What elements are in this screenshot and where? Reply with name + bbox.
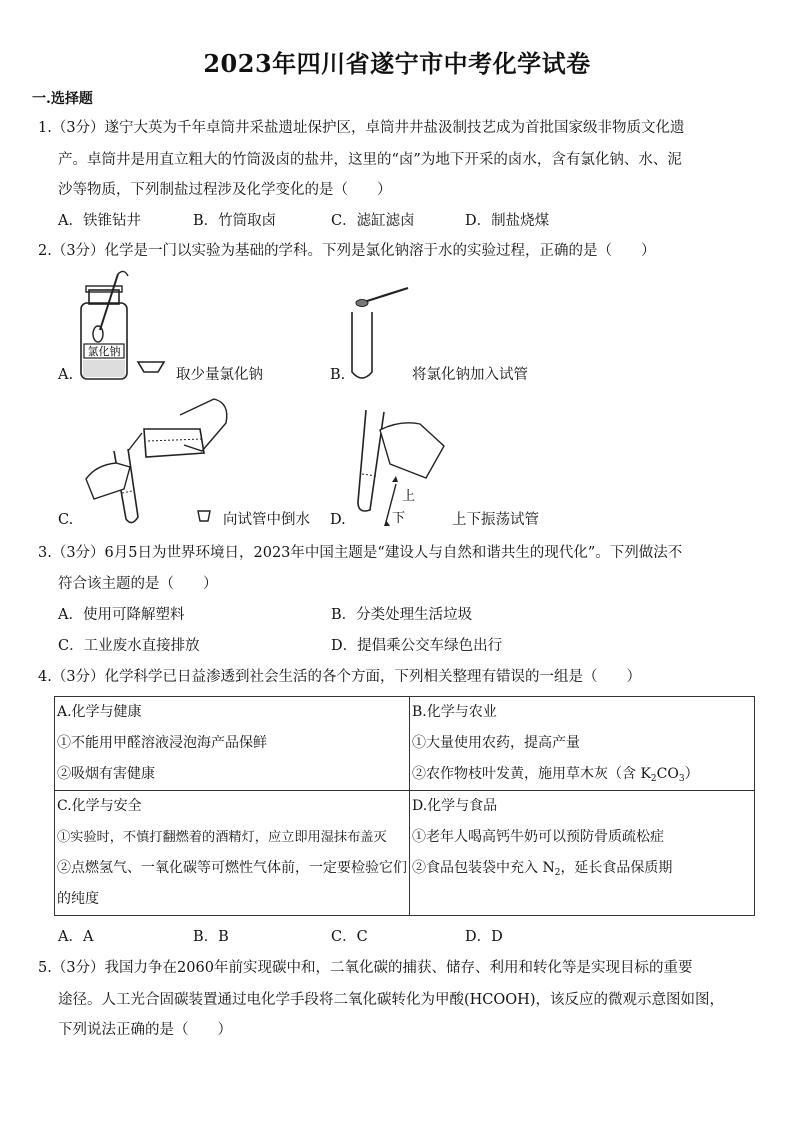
q4-c-item-1: ①实验时，不慎打翻燃着的酒精灯，应立即用湿抹布盖灭 [57, 830, 387, 845]
q1-option-d: D．制盐烧煤 [465, 213, 550, 229]
q1-option-c: C．滤缸滤卤 [331, 213, 415, 229]
q4-b-item-1: ①大量使用农药，提高产量 [412, 735, 580, 751]
q4-b-close: ） [684, 766, 699, 782]
q3-option-d: D．提倡乘公交车绿色出行 [331, 638, 503, 654]
q4-d-item-2 [412, 853, 752, 884]
bottle-label: 氯化钠 [87, 345, 121, 358]
q2-option-a-letter: A. [58, 367, 74, 383]
q2-option-b-letter: B. [330, 367, 346, 383]
q4-cell-a [55, 697, 410, 791]
q4-table [54, 696, 755, 916]
arrow-down-label: 下 [392, 511, 406, 526]
q2-option-d-caption: 上下振荡试管 [452, 512, 539, 528]
q4-a-heading: A.化学与健康 [57, 704, 142, 720]
q1-option-a: A．铁锥钻井 [58, 213, 141, 229]
q4-a-item-1: ①不能用甲醛溶液浸泡海产品保鲜 [57, 735, 267, 751]
q4-b-subscript-3: 3 [678, 774, 685, 784]
q4-c-item-2: ②点燃氢气、一氧化碳等可燃性气体前，一定要检验它们 [57, 860, 407, 876]
q5-stem-line-1: 5.（3分）我国力争在2060年前实现碳中和，二氧化碳的捕获、储存、利用和转化等是实现目标的重要 [38, 960, 693, 976]
q4-b-co: CO [656, 766, 679, 782]
q4-b-item-2 [412, 759, 752, 790]
q4-d-heading: D.化学与食品 [412, 798, 498, 814]
q3-option-c: C．工业废水直接排放 [58, 638, 200, 654]
q2-option-c-caption: 向试管中倒水 [223, 512, 310, 528]
q4-stem: 4.（3分）化学科学已日益渗透到社会生活的各个方面，下列相关整理有错误的一组是（ ） [38, 669, 642, 685]
q1-stem-line-1: 1.（3分）遂宁大英为千年卓筒井采盐遗址保护区，卓筒井井盐汲制技艺成为首批国家级非物质文化遗 [38, 120, 685, 136]
q3-stem-line-1: 3.（3分）6月5日为世界环境日，2023年中国主题是“建设人与自然和谐共生的现代化”。下列做法不 [38, 545, 683, 561]
arrow-up-label: 上 [402, 489, 416, 504]
q4-option-b: B．B [193, 929, 229, 945]
pouring-water-figure [84, 393, 234, 529]
q4-c-item-3: 的纯度 [57, 891, 99, 907]
q4-cell-d [410, 791, 755, 916]
q5-stem-line-3: 下列说法正确的是（ ） [58, 1022, 232, 1038]
q4-cell-c [55, 791, 410, 916]
q3-option-b: B．分类处理生活垃圾 [331, 607, 473, 623]
q2-stem: 2.（3分）化学是一门以实验为基础的学科。下列是氯化钠溶于水的实验过程，正确的是（ ） [38, 243, 656, 259]
q4-option-c: C．C [331, 929, 368, 945]
q2-option-c-letter: C. [58, 512, 74, 528]
q4-option-a: A．A [58, 929, 94, 945]
q3-option-a: A．使用可降解塑料 [58, 607, 185, 623]
q4-b-item-2-text: ②农作物枝叶发黄，施用草木灰（含 K [412, 766, 651, 782]
bottle-figure [78, 268, 180, 384]
q4-d-item-2-rest: ，延长食品保质期 [560, 860, 673, 876]
q4-d-item-2-text: ②食品包装袋中充入 N [412, 860, 555, 876]
q1-stem-line-2: 产。卓筒井是用直立粗大的竹筒汲卤的盐井，这里的“卤”为地下开采的卤水，含有氯化钠、水、泥 [58, 152, 682, 168]
section-heading: 一.选择题 [32, 91, 93, 107]
page-title: 2023年四川省遂宁市中考化学试卷 [203, 49, 591, 78]
q4-a-item-2: ②吸烟有害健康 [57, 766, 155, 782]
q4-option-d: D．D [465, 929, 503, 945]
q4-b-heading: B.化学与农业 [412, 704, 497, 720]
q2-option-b-caption: 将氯化钠加入试管 [412, 367, 528, 383]
q4-d-item-1: ①老年人喝高钙牛奶可以预防骨质疏松症 [412, 829, 664, 845]
shaking-tube-figure [352, 402, 452, 528]
q4-c-heading: C.化学与安全 [57, 798, 142, 814]
q1-stem-line-3: 沙等物质，下列制盐过程涉及化学变化的是（ ） [58, 182, 392, 198]
q4-b-subscript-2: 2 [650, 774, 657, 784]
q4-d-subscript-2: 2 [554, 868, 561, 878]
q2-option-a-caption: 取少量氯化钠 [176, 367, 263, 383]
q1-option-b: B．竹筒取卤 [193, 213, 277, 229]
q5-stem-line-2: 途径。人工光合固碳装置通过电化学手段将二氧化碳转化为甲酸(HCOOH)，该反应的微观示意图如图， [58, 992, 724, 1008]
q3-stem-line-2: 符合该主题的是（ ） [58, 576, 218, 592]
q2-option-d-letter: D. [330, 512, 346, 528]
q4-cell-b [410, 697, 755, 791]
